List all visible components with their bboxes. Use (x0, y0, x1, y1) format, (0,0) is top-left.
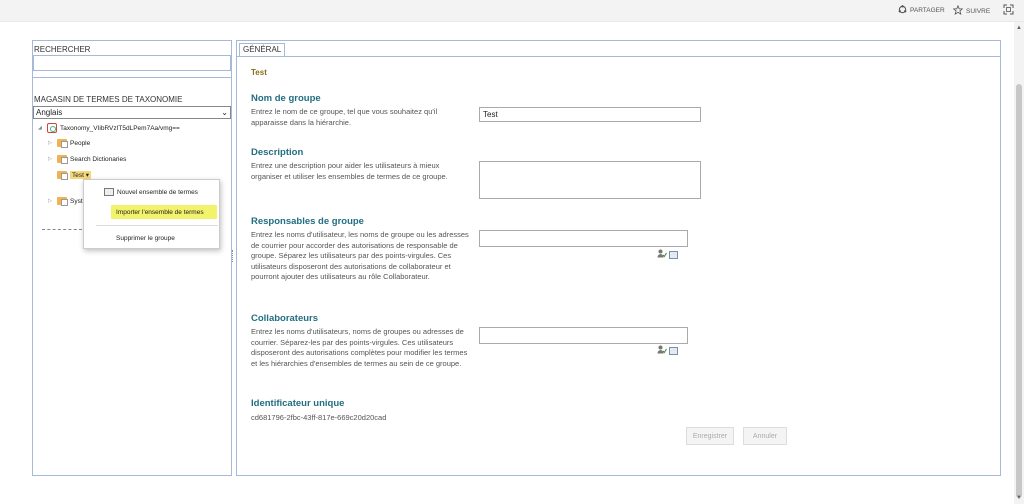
chevron-down-icon: ⌄ (221, 108, 228, 117)
description-title: Description (251, 147, 304, 158)
cancel-button[interactable]: Annuler (743, 427, 787, 445)
description-help: Entrez une description pour aider les utilisateurs à mieux organiser et utiliser les ensembles de termes de ce groupe. (251, 161, 448, 181)
menu-item-new-term-set[interactable] (104, 188, 198, 196)
menu-item-label: Supprimer le groupe (116, 235, 175, 242)
tab-underline (237, 56, 1000, 57)
expanded-triangle-icon[interactable]: ◢ (38, 125, 42, 131)
star-icon (953, 5, 963, 17)
group-name-input[interactable] (479, 107, 701, 122)
collapsed-triangle-icon[interactable]: ▷ (48, 156, 52, 162)
tab-general[interactable]: GÉNÉRAL (239, 43, 285, 56)
group-name-description: Entrez le nom de ce groupe, tel que vous souhaitez qu'il apparaisse dans la hiérarchie. (251, 107, 438, 127)
tree-root[interactable] (38, 123, 180, 133)
group-folder-icon (57, 171, 67, 179)
menu-item-label: Importer l'ensemble de termes (116, 208, 204, 216)
unique-id-title: Identificateur unique (251, 398, 345, 409)
group-name-title: Nom de groupe (251, 93, 321, 104)
tree-item-search-dictionaries[interactable] (48, 155, 126, 163)
tree-drop-indicator (42, 229, 82, 230)
follow-button[interactable] (953, 5, 990, 17)
group-folder-icon (57, 197, 67, 205)
save-button[interactable]: Enregistrer (686, 427, 734, 445)
collapsed-triangle-icon[interactable]: ▷ (48, 198, 52, 204)
properties-panel (236, 40, 1001, 476)
group-managers-picker (657, 249, 678, 260)
group-folder-icon (57, 139, 67, 147)
search-input[interactable] (33, 55, 231, 71)
search-divider (33, 77, 231, 78)
share-icon (898, 5, 907, 16)
focus-button[interactable] (1003, 4, 1014, 17)
tree-item-label: Syst (70, 197, 83, 205)
scroll-up-icon[interactable]: ▲ (1016, 25, 1022, 31)
scrollbar-thumb[interactable] (1016, 84, 1022, 498)
group-managers-title: Responsables de groupe (251, 216, 364, 227)
term-set-icon (104, 188, 114, 196)
menu-item-label: Nouvel ensemble de termes (117, 188, 198, 196)
tree-item-people[interactable] (48, 139, 90, 147)
tree-item-system[interactable] (48, 197, 83, 205)
follow-label: SUIVRE (966, 7, 991, 15)
tree-item-test[interactable] (48, 171, 91, 179)
group-managers-input[interactable] (479, 230, 688, 247)
group-folder-icon (57, 155, 67, 163)
language-value: Anglais (36, 108, 63, 117)
tree-item-label-selected: Test ▾ (72, 172, 89, 179)
contributors-picker (657, 345, 678, 356)
contributors-description: Entrez les noms d'utilisateurs, noms de groupes ou adresses de courrier. Séparez-les par des points-virgules. Ces utilisateurs disposeront des autorisations complètes pour modifier les termes et les hiérarchies d'ensembles de termes au sein de ce groupe. (251, 327, 468, 368)
focus-icon (1003, 4, 1014, 17)
share-button[interactable] (898, 5, 945, 16)
page-scrollbar[interactable] (1014, 22, 1024, 504)
search-title: RECHERCHER (34, 45, 91, 54)
menu-item-delete-group[interactable] (116, 235, 175, 242)
tree-item-label: Search Dictionaries (70, 155, 127, 163)
collapsed-triangle-icon[interactable]: ▷ (48, 140, 52, 146)
tree-item-label: People (70, 139, 91, 147)
address-book-icon[interactable] (669, 347, 678, 355)
check-names-icon[interactable] (657, 249, 667, 260)
unique-id-value: cd681796-2fbc-43ff-817e-669c20d20cad (251, 413, 387, 422)
description-textarea[interactable] (479, 161, 701, 199)
group-managers-description: Entrez les noms d'utilisateur, les noms de groupe ou les adresses de courrier pour accorder des autorisations de responsable de groupe. Séparez les utilisateurs par des points-virgules. Ces utilisateurs disposeront des autorisations de collaborateur et pourront ajouter des utilisateurs au rôle Collaborateur. (251, 230, 469, 281)
panel-splitter[interactable] (232, 250, 234, 262)
language-select[interactable] (33, 106, 231, 119)
contributors-title: Collaborateurs (251, 313, 319, 324)
term-store-icon (47, 123, 57, 133)
share-label: PARTAGER (910, 7, 945, 14)
taxonomy-tree-panel (32, 40, 232, 476)
group-name-heading: Test (251, 68, 267, 77)
top-bar (0, 0, 1024, 22)
scroll-down-icon[interactable]: ▼ (1016, 495, 1022, 501)
term-store-title: MAGASIN DE TERMES DE TAXONOMIE (34, 95, 183, 104)
contributors-input[interactable] (479, 327, 688, 344)
address-book-icon[interactable] (669, 251, 678, 259)
menu-item-import-term-set[interactable] (111, 205, 217, 219)
group-context-menu (83, 179, 220, 249)
menu-separator (96, 225, 218, 226)
tree-root-label: Taxonomy_VIibRVzIT5dLPem7Aa/vmg== (60, 124, 180, 132)
check-names-icon[interactable] (657, 345, 667, 356)
